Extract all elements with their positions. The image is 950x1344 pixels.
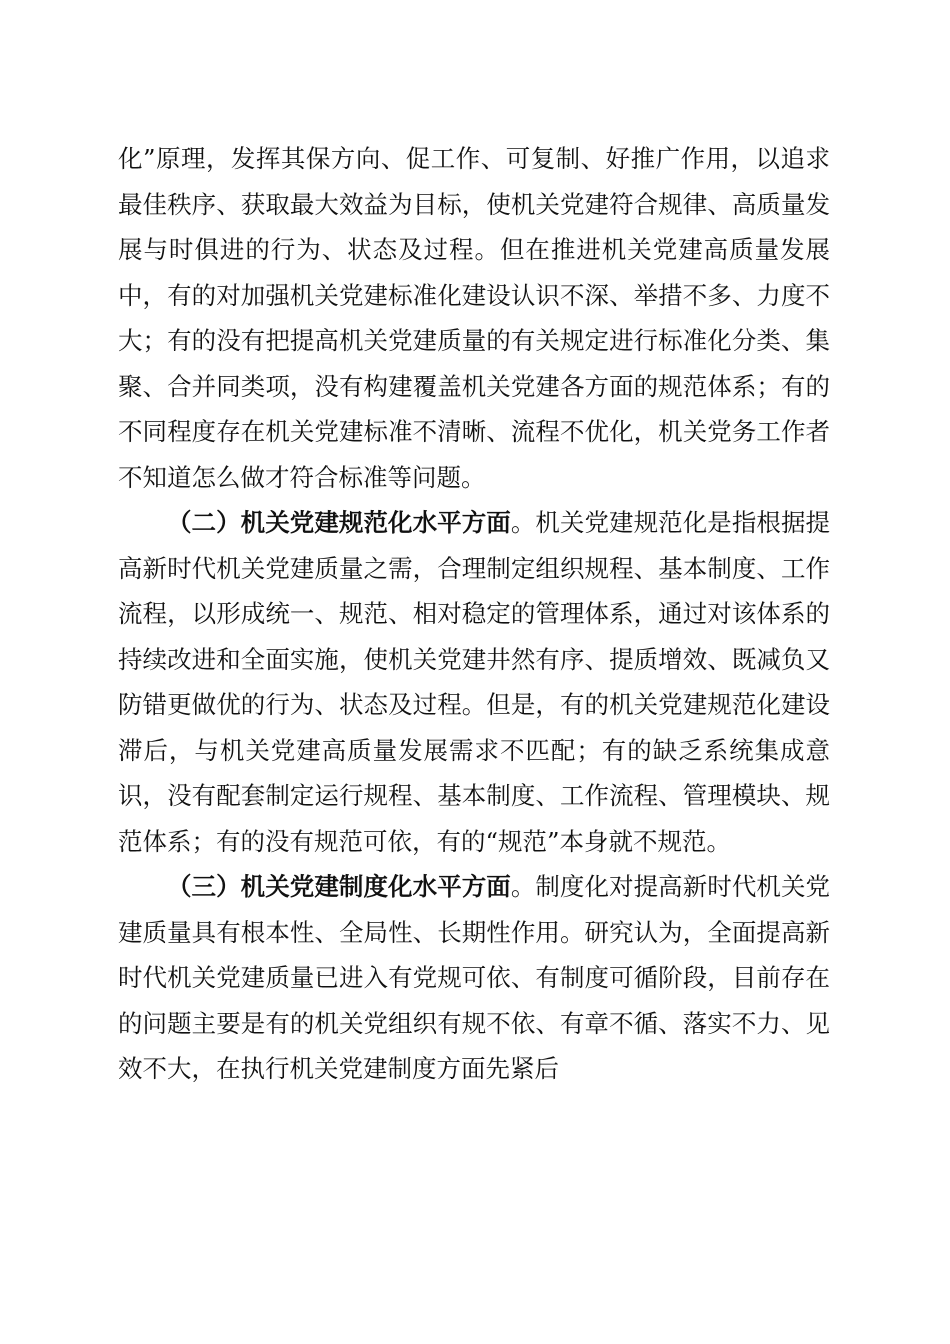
paragraph-1-text: 化”原理，发挥其保方向、促工作、可复制、好推广作用，以追求最佳秩序、获取最大效益为目标，使机关党建符合规律、高质量发展与时俱进的行为、状态及过程。但在推进机关党建高质量发展中，有的对加强机关党建标准化建设认识不深、举措不多、力度不大；有的没有把提高机关党建质量的有关规定进行标准化分类、集聚、合并同类项，没有构建覆盖机关党建各方面的规范体系；有的不同程度存在机关党建标准不清晰、流程不优化，机关党务工作者不知道怎么做才符合标准等问题。	[118, 144, 830, 492]
document-body	[118, 136, 830, 1092]
paragraph-3	[118, 864, 830, 1092]
paragraph-2-text: 。机关党建规范化是指根据提高新时代机关党建质量之需，合理制定组织规程、基本制度、工作流程，以形成统一、规范、相对稳定的管理体系，通过对该体系的持续改进和全面实施，使机关党建井然有序、提质增效、既减负又防错更做优的行为、状态及过程。但是，有的机关党建规范化建设滞后，与机关党建高质量发展需求不匹配；有的缺乏系统集成意识，没有配套制定运行规程、基本制度、工作流程、管理模块、规范体系；有的没有规范可依，有的“规范”本身就不规范。	[118, 508, 831, 856]
paragraph-2-heading: （二）机关党建规范化水平方面	[167, 508, 511, 537]
paragraph-2	[118, 500, 830, 864]
paragraph-3-text: 。制度化对提高新时代机关党建质量具有根本性、全局性、长期性作用。研究认为，全面提高新时代机关党建质量已进入有党规可依、有制度可循阶段，目前存在的问题主要是有的机关党组织有规不依、有章不循、落实不力、见效不大，在执行机关党建制度方面先紧后	[118, 872, 831, 1083]
paragraph-1	[118, 136, 830, 500]
paragraph-3-heading: （三）机关党建制度化水平方面	[167, 872, 511, 901]
